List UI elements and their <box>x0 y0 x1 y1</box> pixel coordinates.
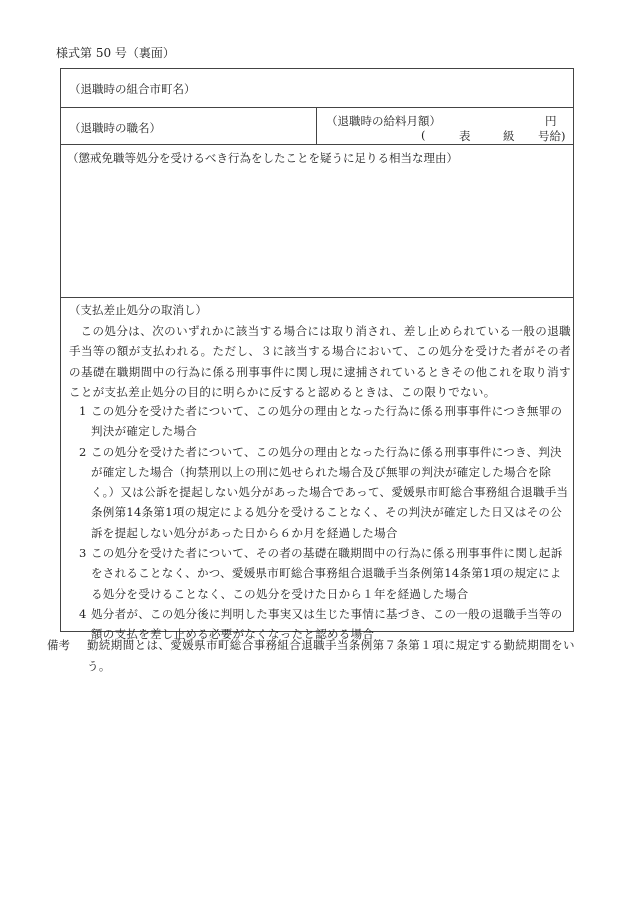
grade-line <box>421 128 569 142</box>
cancellation-section <box>61 298 573 642</box>
remarks <box>47 635 575 676</box>
municipality-label: （退職時の組合市町名） <box>69 82 196 96</box>
item-number: 2 <box>79 444 87 459</box>
position-salary-row <box>61 108 573 145</box>
municipality-row <box>61 69 573 108</box>
remarks-label: 備考 <box>47 638 70 652</box>
grade-table: 表 <box>459 129 471 143</box>
item-text: 処分者が、この処分後に判明した事実又は生じた事情に基づき、この一般の退職手当等の額の支払を差し止める必要がなくなったと認める場合 <box>91 606 563 642</box>
item-text: この処分を受けた者について、この処分の理由となった行為に係る刑事事件につき無罪の判決が確定した場合 <box>91 404 563 439</box>
cancellation-items <box>67 401 571 645</box>
form-frame <box>60 68 574 642</box>
position-label: （退職時の職名） <box>69 121 161 135</box>
list-item <box>67 401 571 442</box>
remarks-text: 勤続期間とは、愛媛県市町総合事務組合退職手当条例第７条第１項に規定する勤続期間をいう。 <box>87 638 575 673</box>
grade-open: ( <box>421 128 426 142</box>
column-divider <box>316 108 317 144</box>
item-text: この処分を受けた者について、この処分の理由となった行為に係る刑事事件につき、判決が確定した場合（拘禁刑以上の刑に処せられた場合及び無罪の判決が確定した場合を除く。）又は公訴を提起しない処分があった場合であって、愛媛県市町総合事務組合退職手当条例第14条第1項の規定による処分を受けることなく、その判決が確定した日又はその公訴を提起しない処分があった日から６か月を経過した場合 <box>91 444 569 540</box>
item-number: 3 <box>79 546 87 561</box>
cancellation-title: （支払差止処分の取消し） <box>69 303 207 317</box>
grade-number: 号給) <box>538 129 566 143</box>
list-item <box>67 442 571 543</box>
item-text: この処分を受けた者について、その者の基礎在職期間中の行為に係る刑事事件に関し起訴をされることなく、かつ、愛媛県市町総合事務組合退職手当条例第14条第1項の規定による処分を受けることなく、この処分を受けた日から１年を経過した場合 <box>91 546 563 601</box>
form-title: 様式第 50 号（裏面） <box>56 46 175 60</box>
reason-row <box>61 145 573 298</box>
list-item <box>67 543 571 604</box>
salary-unit: 円 <box>545 114 557 128</box>
item-number: 1 <box>79 404 87 418</box>
grade-class: 級 <box>503 129 515 143</box>
cancellation-paragraph: この処分は、次のいずれかに該当する場合には取り消され、差し止められている一般の退職手当等の額が支払われる。ただし、３に該当する場合において、この処分を受けた者がその者の基礎在職期間中の行為に係る刑事事件に関し現に逮捕されているときその他これを取り消すことが支払差止処分の目的に明らかに反すると認めるときは、この限りでない。 <box>69 324 571 399</box>
reason-label: （懲戒免職等処分を受けるべき行為をしたことを疑うに足りる相当な理由） <box>67 151 458 165</box>
salary-label: （退職時の給料月額） <box>326 114 441 128</box>
item-number: 4 <box>79 606 87 621</box>
